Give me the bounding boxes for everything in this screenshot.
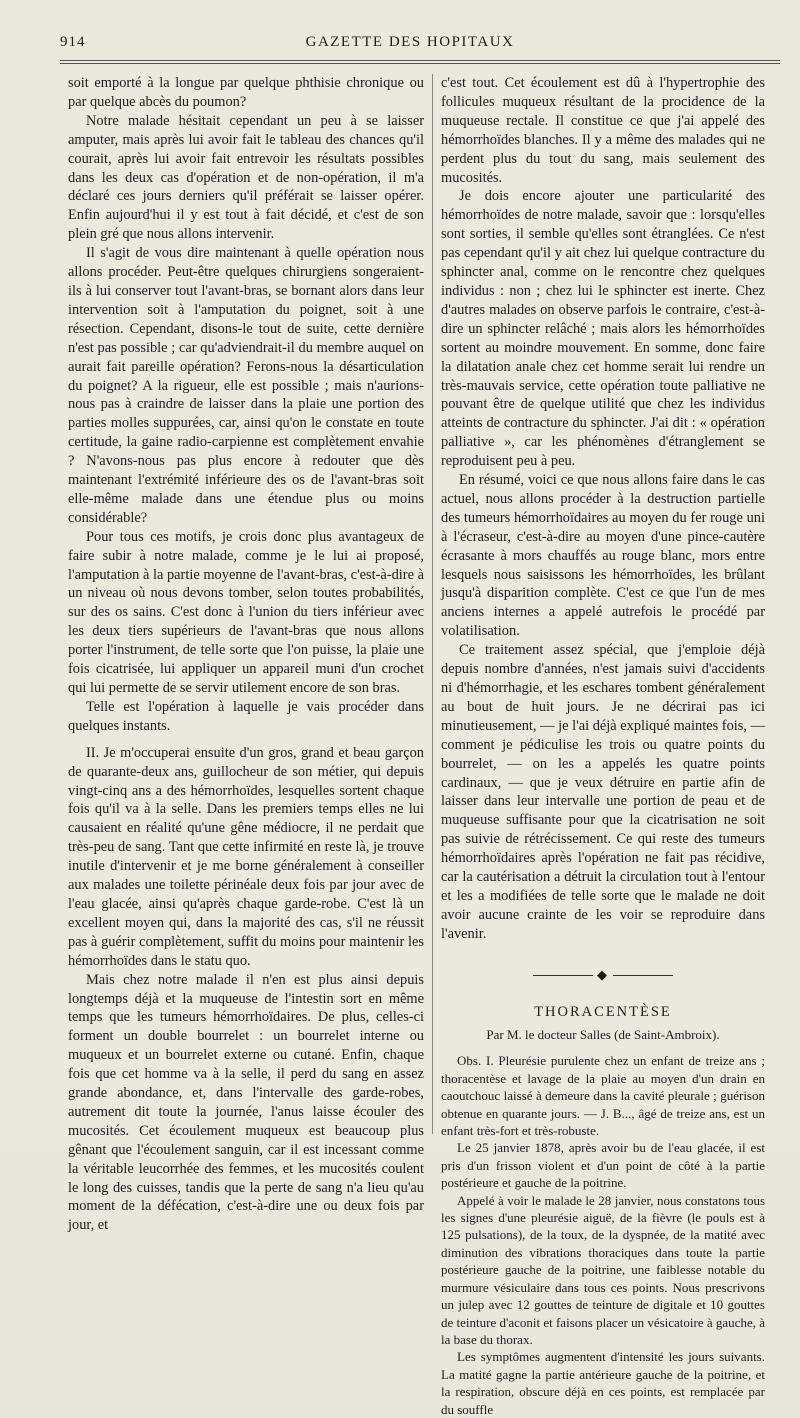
article-body xyxy=(441,1052,765,1418)
article-title: THORACENTÈSE xyxy=(534,1003,672,1020)
paragraph: II. Je m'occuperai ensuite d'un gros, grand et beau garçon de quarante-deux ans, guillocheur de son métier, qui depuis vingt-cinq ans a des hémorrhoïdes, lesquelles sortent chaque fois qu'il va à la selle. Dans les premiers temps elles ne lui causaient en réalité qu'une gêne médiocre, il ne perdait que très-peu de sang. Tant que cette infirmité en reste là, je trouve inutile d'intervenir et je me borne généralement à conseiller aux malades une toilette périnéale deux fois par jour avec de l'eau glacée, ainsi qu'après chaque garde-robe. C'est là un excellent moyen qui, dans la majorité des cas, s'il ne réussit pas à guérir complètement, suffit du moins pour maintenir les hémorrhoïdes dans le statu quo. xyxy=(68,744,424,969)
paragraph: Mais chez notre malade il n'en est plus ainsi depuis longtemps déjà et la muqueuse de l'intestin sort en même temps que les tumeurs hémorrhoïdaires. De plus, celles-ci forment un double bourrelet : un bourrelet interne ou muqueux et un bourrelet externe ou cutané. Enfin, chaque fois que cet homme va à la selle, il perd du sang en assez grande abondance, et, dans l'intervalle des garde-robes, autrement dit toute la journée, l'anus laisse écouler des mucosités. Cet écoulement muqueux est beaucoup plus gênant que l'écoulement sanguin, car il est incessant comme la véritable leucorrhée des femmes, et les mucosités coulent le long des cuisses, tandis que la perte de sang n'a lieu qu'au moment de la défécation, c'est-à-dire une ou deux fois par jour, et xyxy=(68,971,424,1234)
journal-title: GAZETTE DES HOPITAUX xyxy=(305,34,515,50)
right-column xyxy=(441,74,765,1418)
header-rule xyxy=(60,60,780,61)
header-rule-double xyxy=(60,63,780,64)
paragraph: Appelé à voir le malade le 28 janvier, nous constatons tous les signes d'une pleurésie aiguë, de la fièvre (le pouls est à 125 pulsations), de la toux, de la dyspnée, de la matité avec diminution des vibrations thoraciques dans toute la partie postérieure gauche de la poitrine, une faiblesse notable du murmure vésiculaire dans tous ces points. Nous prescrivons un julep avec 12 gouttes de teinture de digitale et 10 gouttes de teinture d'aconit et faisons placer un vésicatoire à gauche, à la base du thorax. xyxy=(441,1192,765,1347)
paragraph: Ce traitement assez spécial, que j'emploie déjà depuis nombre d'années, n'est jamais suivi d'accidents ni d'hémorrhagie, et les eschares tombent généralement au bout de huit jours. Je ne décrirai pas ici minutieusement, — je l'ai déjà expliqué maintes fois, — comment je pédiculise les trois ou quatre points du bourrelet, — on les a appelés les quatre points cardinaux, — que je veux détruire en partie afin de laisser dans leur intervalle une portion de peau et de muqueuse suffisante pour que la cicatrisation ne soit pas suivie de rétrécissement. Ce qui reste des tumeurs hémorrhoïdaires après l'opération ne fait pas récidive, car la cautérisation a détruit la circulation tout à l'entour et les a modifiées de telle sorte que le malade ne doit avoir aucune crainte de les voir se reproduire dans l'avenir. xyxy=(441,642,765,942)
paragraph: Telle est l'opération à laquelle je vais procéder dans quelques instants. xyxy=(68,698,424,734)
page-header xyxy=(60,34,760,56)
paragraph: c'est tout. Cet écoulement est dû à l'hypertrophie des follicules muqueux résultant de la procidence de la muqueuse rectale. Il constitue ce que j'ai appelé des hémorrhoïdes blanches. Il y a même des malades qui ne perdent plus du tout du sang, mais seulement des mucosités. xyxy=(441,75,765,186)
paragraph: Je dois encore ajouter une particularité des hémorrhoïdes de notre malade, savoir que : lorsqu'elles sont sorties, il semble qu'elles sont étranglées. Ce n'est pas cependant qu'il y ait chez lui quelque contracture du sphincter anal, comme on le rencontre chez quelques individus : non ; chez lui le sphincter est inerte. Chez d'autres malades on observe parfois le contraire, c'est-à-dire un sphincter relâché ; mais alors les hémorrhoïdes sortent au moindre mouvement. En somme, donc faire la dilatation anale chez cet homme serait lui rendre un très-mauvais service, cette opération toute palliative ne pouvant être de quelque utilité que chez les individus atteints de contracture du sphincter. J'ai dit : « opération palliative », car les phénomènes d'étranglement se reproduisent peu à peu. xyxy=(441,188,765,470)
paragraph: Les symptômes augmentent d'intensité les jours suivants. La matité gagne la partie antérieure gauche de la poitrine, et la respiration, obscure déjà en ces points, est remplacée par du souffle xyxy=(441,1349,765,1417)
paragraph: Il s'agit de vous dire maintenant à quelle opération nous allons procéder. Peut-être quelques chirurgiens songeraient-ils à lui conserver tout l'avant-bras, se bornant alors dans leur intervention soit à l'amputation du poignet, soit à une résection. Cependant, disons-le tout de suite, cette dernière n'est pas possible ; car qu'adviendrait-il du membre auquel on aurait fait pareille opération? Ferons-nous la désarticulation du poignet? A la rigueur, elle est possible ; mais n'aurions-nous pas à craindre de laisser dans la plaie une portion des parties molles suppurées, car, ainsi qu'on le constate en toute certitude, la gaine radio-carpienne est complètement envahie ? N'avons-nous pas plus encore à redouter que dès maintenant l'extrémité inférieure des os de l'avant-bras soit elle-même malade dans une étendue plus ou moins considérable? xyxy=(68,245,424,526)
observation-heading: Obs. I. Pleurésie purulente chez un enfant de treize ans ; thoracentèse et lavage de la plaie au moyen d'un drain en caoutchouc laissé à demeure dans la cavité pleurale ; guérison obtenue en quarante jours. — J. B..., âgé de treize ans, est un enfant très-fort et très-robuste. xyxy=(441,1053,765,1139)
paragraph: Pour tous ces motifs, je crois donc plus avantageux de faire subir à notre malade, comme je le lui ai proposé, l'amputation à la partie moyenne de l'avant-bras, c'est-à-dire à un niveau où nous devons tomber, selon toutes probabilités, sur des os sains. C'est donc à l'union du tiers inférieur avec les deux tiers supérieurs de l'avant-bras que nous allons porter l'instrument, de telle sorte que l'on puisse, la plaie une fois cicatrisée, lui appliquer un appareil muni d'un crochet qui lui permette de se servir utilement encore de son bras. xyxy=(68,528,424,696)
paragraph: En résumé, voici ce que nous allons faire dans le cas actuel, nous allons procéder à la destruction partielle des tumeurs hémorrhoïdaires au moyen du fer rouge uni à l'écraseur, c'est-à-dire au moyen d'une pince-cautère écrasante à mors chauffés au rouge blanc, mors entre lesquels nous saisissons les hémorrhoïdes, les brûlant jusqu'à disparition complète. C'est ce que l'un de mes anciens internes a appelé autrefois le procédé par volatilisation. xyxy=(441,472,765,640)
left-column xyxy=(68,74,424,1235)
paragraph: Le 25 janvier 1878, après avoir bu de l'eau glacée, il est pris d'un frisson violent et d'un point de côté à la partie postérieure et gauche de la poitrine. xyxy=(441,1140,765,1191)
column-divider xyxy=(432,74,433,1134)
page-number: 914 xyxy=(60,34,86,50)
article-byline: Par M. le docteur Salles (de Saint-Ambroix). xyxy=(486,1026,720,1042)
section-ornament: ◆ xyxy=(441,966,765,985)
paragraph: Notre malade hésitait cependant un peu à se laisser amputer, mais après lui avoir fait le tableau des chances qu'il courait, après lui avoir fait entrevoir les résultats possibles dans les deux cas d'opération et de non-opération, il m'a déclaré ces jours derniers qu'il préférait se laisser opérer. Enfin aujourd'hui il y est tout à fait décidé, et c'est de son plein gré que nous allons intervenir. xyxy=(68,112,424,243)
paragraph: soit emporté à la longue par quelque phthisie chronique ou par quelque abcès du poumon? xyxy=(68,75,424,110)
